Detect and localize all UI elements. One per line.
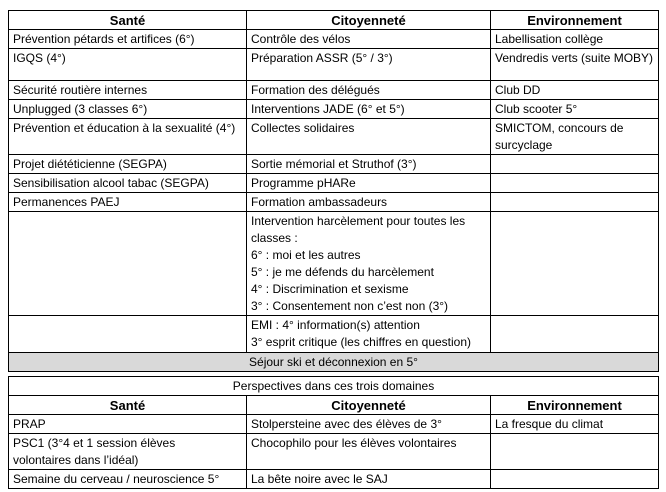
table-row xyxy=(9,155,659,174)
cell-text: Formation ambassadeurs xyxy=(251,195,388,209)
cell-text: Club scooter 5° xyxy=(495,102,578,116)
table-row xyxy=(9,415,659,434)
citoyennete-cell xyxy=(247,193,491,212)
cell-text: Vendredis verts (suite MOBY) xyxy=(495,51,654,65)
actions-table xyxy=(8,10,659,372)
sante-cell xyxy=(9,100,247,119)
cell-text: Formation des délégués xyxy=(251,83,380,97)
citoyennete-cell xyxy=(247,119,491,155)
table-row xyxy=(9,212,659,316)
header-row xyxy=(9,11,659,30)
cell-text: Permanences PAEJ xyxy=(13,195,120,209)
environnement-cell xyxy=(491,212,659,316)
sante-cell xyxy=(9,212,247,316)
sante-cell xyxy=(9,155,247,174)
cell-text: Chocophilo pour les élèves volontaires xyxy=(251,436,457,450)
persp-header-sante: Santé xyxy=(9,396,247,415)
cell-text: Intervention harcèlement pour toutes les xyxy=(251,214,466,228)
cell-text: PSC1 (3°4 et 1 session élèves xyxy=(13,436,176,450)
environnement-cell xyxy=(491,81,659,100)
citoyennete-cell xyxy=(247,81,491,100)
cell-text: Unplugged (3 classes 6°) xyxy=(13,102,148,116)
cell-text: Semaine du cerveau / neuroscience 5° xyxy=(13,472,220,486)
cell-text: Sensibilisation alcool tabac (SEGPA) xyxy=(13,176,209,190)
cell-text: SMICTOM, concours de xyxy=(495,121,624,135)
citoyennete-cell xyxy=(247,49,491,81)
perspectives-header-row xyxy=(9,396,659,415)
cell-text: 6° : moi et les autres xyxy=(251,248,361,262)
cell-text: 4° : Discrimination et sexisme xyxy=(251,282,409,296)
cell-text: Prévention pétards et artifices (6°) xyxy=(13,32,195,46)
header-citoyennete: Citoyenneté xyxy=(247,11,491,30)
environnement-cell xyxy=(491,155,659,174)
cell-text: Prévention et éducation à la sexualité (4°) xyxy=(13,121,236,135)
perspectives-title-row xyxy=(9,377,659,396)
table-row xyxy=(9,174,659,193)
perspectives-table xyxy=(8,376,659,489)
cell-text: Club DD xyxy=(495,83,541,97)
perspectives-title: Perspectives dans ces trois domaines xyxy=(9,377,659,396)
cell-text: Sécurité routière internes xyxy=(13,83,148,97)
cell-text: volontaires dans l’idéal) xyxy=(13,453,139,467)
sante-cell xyxy=(9,193,247,212)
header-environnement: Environnement xyxy=(491,11,659,30)
persp-header-citoyennete: Citoyenneté xyxy=(247,396,491,415)
citoyennete-cell xyxy=(247,100,491,119)
environnement-cell xyxy=(491,434,659,470)
cell-text: La fresque du climat xyxy=(495,417,604,431)
citoyennete-cell xyxy=(247,212,491,316)
cell-text: Contrôle des vélos xyxy=(251,32,351,46)
cell-text: PRAP xyxy=(13,417,46,431)
citoyennete-cell xyxy=(247,155,491,174)
citoyennete-cell xyxy=(247,316,491,353)
environnement-cell xyxy=(491,100,659,119)
cell-text: 3° : Consentement non c’est non (3°) xyxy=(251,299,449,313)
cell-text: IGQS (4°) xyxy=(13,51,66,65)
table-row xyxy=(9,30,659,49)
table-row xyxy=(9,434,659,470)
cell-text: 3° esprit critique (les chiffres en question) xyxy=(251,335,472,349)
cell-text: Labellisation collège xyxy=(495,32,604,46)
environnement-cell xyxy=(491,49,659,81)
cell-text: Collectes solidaires xyxy=(251,121,355,135)
banner-row xyxy=(9,353,659,372)
sante-cell xyxy=(9,470,247,489)
sante-cell xyxy=(9,316,247,353)
environnement-cell xyxy=(491,119,659,155)
citoyennete-cell xyxy=(247,415,491,434)
environnement-cell xyxy=(491,193,659,212)
cell-text: Sortie mémorial et Struthof (3°) xyxy=(251,157,417,171)
table-row xyxy=(9,100,659,119)
citoyennete-cell xyxy=(247,174,491,193)
environnement-cell xyxy=(491,316,659,353)
cell-text: EMI : 4° information(s) attention xyxy=(251,318,420,332)
environnement-cell xyxy=(491,470,659,489)
citoyennete-cell xyxy=(247,470,491,489)
table-row xyxy=(9,81,659,100)
sante-cell xyxy=(9,415,247,434)
sante-cell xyxy=(9,30,247,49)
persp-header-environnement: Environnement xyxy=(491,396,659,415)
sante-cell xyxy=(9,119,247,155)
table-row xyxy=(9,119,659,155)
table-row xyxy=(9,49,659,81)
environnement-cell xyxy=(491,30,659,49)
cell-text: surcyclage xyxy=(495,138,553,152)
cell-text: Interventions JADE (6° et 5°) xyxy=(251,102,405,116)
header-sante: Santé xyxy=(9,11,247,30)
cell-text: classes : xyxy=(251,231,298,245)
cell-text: La bête noire avec le SAJ xyxy=(251,472,388,486)
table-row xyxy=(9,316,659,353)
cell-text: Projet diététicienne (SEGPA) xyxy=(13,157,167,171)
table-row xyxy=(9,470,659,489)
sante-cell xyxy=(9,81,247,100)
table-row xyxy=(9,193,659,212)
environnement-cell xyxy=(491,415,659,434)
cell-text: Préparation ASSR (5° / 3°) xyxy=(251,51,393,65)
sante-cell xyxy=(9,49,247,81)
citoyennete-cell xyxy=(247,30,491,49)
citoyennete-cell xyxy=(247,434,491,470)
cell-text: Programme pHARe xyxy=(251,176,356,190)
sante-cell xyxy=(9,434,247,470)
sante-cell xyxy=(9,174,247,193)
cell-text: 5° : je me défends du harcèlement xyxy=(251,265,434,279)
ski-trip-banner: Séjour ski et déconnexion en 5° xyxy=(9,353,659,372)
environnement-cell xyxy=(491,174,659,193)
cell-text: Stolpersteine avec des élèves de 3° xyxy=(251,417,442,431)
